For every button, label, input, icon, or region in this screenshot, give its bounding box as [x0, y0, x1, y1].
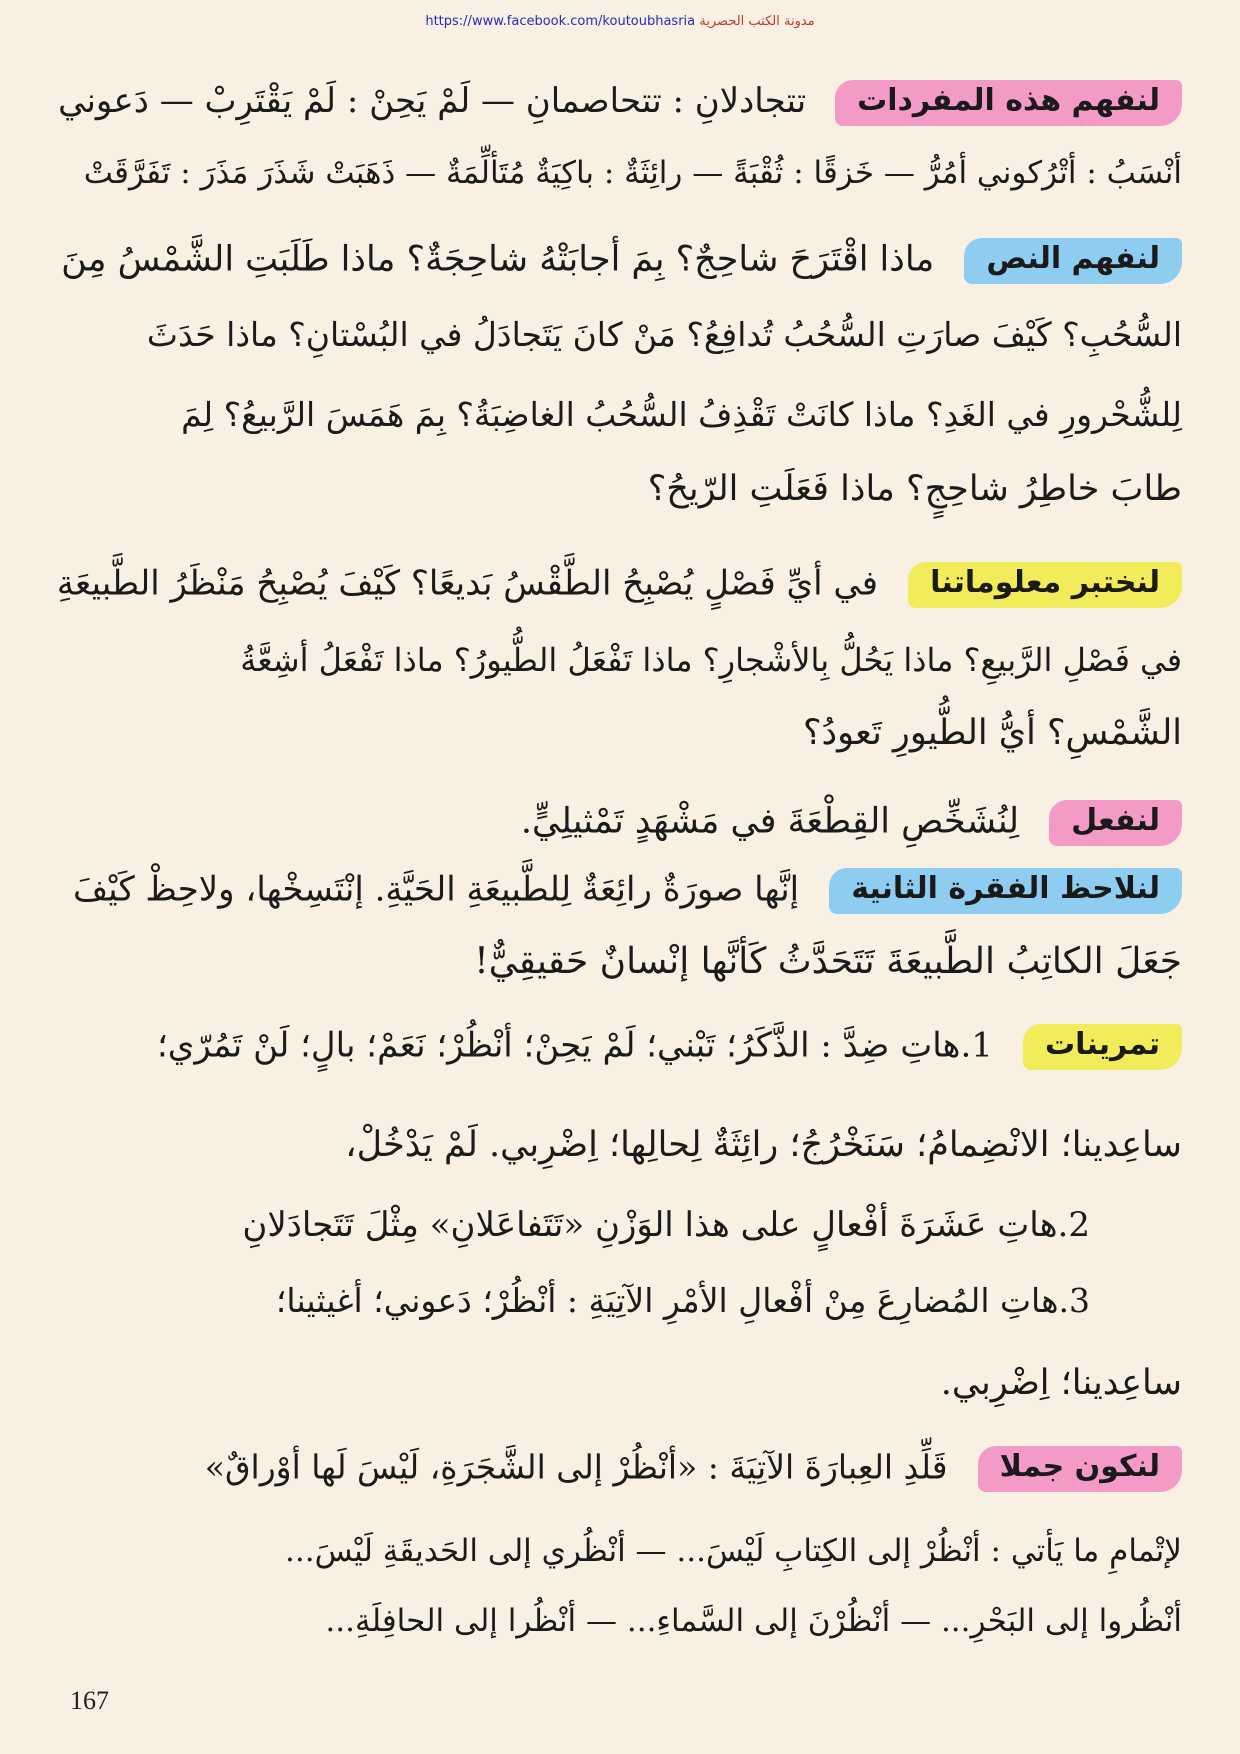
- exercises-line-3: [58, 1205, 1090, 1245]
- test-line-1: [58, 562, 1182, 608]
- page-number: 167: [70, 1686, 109, 1715]
- text-question-4: طابَ خاطِرُ شاحِجٍ؟ ماذا فَعَلَتِ الرّيحُ؟: [647, 469, 1182, 509]
- text-question-1: ماذا اقْتَرَحَ شاحِجٌ؟ بِمَ أجابَتْهُ شاحِجَةٌ؟ ماذا طَلَبَتِ الشَّمْسُ مِنَ: [61, 239, 935, 280]
- exercise-3-continued: ساعِدينا؛ اِضْرِبي.: [940, 1363, 1182, 1403]
- act-line-1: [58, 800, 1182, 846]
- text-line-4: [58, 469, 1182, 509]
- test-line-2: [58, 641, 1182, 679]
- exercises-line-5: [58, 1363, 1182, 1403]
- sentences-text-2: لإتْمامِ ما يَأتي : أنْظُرْ إلى الكِتابِ لَيْسَ... — أنْظُري إلى الحَديقَةِ لَيْسَ...: [285, 1533, 1182, 1569]
- notice-section-label: لنلاحظ الفقرة الثانية: [829, 868, 1182, 914]
- sentences-line-3: [58, 1603, 1182, 1639]
- test-question-2: في فَصْلِ الرَّبيعِ؟ ماذا يَحُلُّ بِالأشْجارِ؟ ماذا تَفْعَلُ الطُّيورُ؟ ماذا تَفْعَلُ أشِعَّةُ: [240, 641, 1182, 679]
- exercise-3-text: 3.هاتِ المُضارِعَ مِنْ أفْعالِ الأمْرِ الآتِيَةِ : أنْظُرْ؛ دَعوني؛ أغيثينا؛: [275, 1281, 1090, 1320]
- sentences-text-1: قَلِّدِ العِبارَةَ الآتِيَةَ : «أنْظُرْ إلى الشَّجَرَةِ، لَيْسَ لَها أوْراقٌ»: [204, 1447, 948, 1487]
- notice-line-1: [58, 868, 1182, 914]
- vocab-text-1: تتجادلانِ : تتحاصمانِ — لَمْ يَحِنْ : لَمْ يَقْتَرِبْ — دَعوني: [58, 81, 807, 121]
- act-text-1: لِنُشَخِّصِ القِطْعَةَ في مَشْهَدٍ تَمْثيلِيٍّ.: [520, 801, 1020, 842]
- exercise-1-text: 1.هاتِ ضِدَّ : الذَّكَرُ؛ تَبْني؛ لَمْ يَحِنْ؛ أنْظُرْ؛ نَعَمْ؛ بالٍ؛ لَنْ تَمُرّي؛: [156, 1025, 993, 1066]
- exercises-line-4: [58, 1281, 1090, 1320]
- text-question-3: لِلشُّحْرورِ في الغَدِ؟ ماذا كانَتْ تَقْذِفُ السُّحُبُ الغاضِبَةُ؟ بِمَ هَمَسَ الرَّبيعُ؟ لِمَ: [181, 395, 1182, 434]
- sentences-line-1: [58, 1446, 1182, 1492]
- notice-text-1: إنَّها صورَةٌ رائِعَةٌ لِلطَّبيعَةِ الحَيَّةِ. إنْتَسِخْها، ولاحِظْ كَيْفَ: [72, 869, 800, 910]
- text-line-3: [58, 395, 1182, 434]
- test-section-label: لنختبر معلوماتنا: [908, 562, 1182, 608]
- header-watermark[interactable]: [0, 14, 1240, 29]
- vocab-line-1: [58, 80, 1182, 126]
- blog-name: مدونة الكتب الحصرية: [699, 14, 815, 29]
- vocab-section-label: لنفهم هذه المفردات: [835, 80, 1182, 126]
- facebook-url[interactable]: https://www.facebook.com/koutoubhasria: [425, 14, 696, 29]
- sentences-section-label: لنكون جملا: [978, 1446, 1182, 1492]
- text-line-2: [58, 315, 1182, 354]
- exercises-line-2: [58, 1125, 1182, 1165]
- exercises-line-1: [58, 1024, 1182, 1070]
- text-line-1: [58, 238, 1182, 284]
- notice-line-2: [58, 941, 1182, 982]
- text-section-label: لنفهم النص: [964, 238, 1182, 284]
- sentences-line-2: [58, 1533, 1182, 1569]
- test-line-3: [58, 713, 1182, 753]
- exercise-2-text: 2.هاتِ عَشَرَةَ أفْعالٍ على هذا الوَزْنِ «تَتَفاعَلانِ» مِثْلَ تَتَجادَلانِ: [242, 1205, 1090, 1245]
- vocab-text-2: أنْسَبُ : أتْرُكوني أمُرُّ — خَزقًا : ثُقْبَةً — رائِثَةٌ : باكِيَةٌ مُتَألِّمَةٌ — ذَهَبَتْ شَذَرَ مَذَرَ : تَفَرَّقَتْ: [83, 155, 1182, 191]
- text-question-2: السُّحُبِ؟ كَيْفَ صارَتِ السُّحُبُ تُدافِعُ؟ مَنْ كانَ يَتَجادَلُ في البُسْتانِ؟ ماذا حَدَثَ: [146, 315, 1182, 354]
- exercises-section-label: تمرينات: [1023, 1024, 1182, 1070]
- test-question-3: الشَّمْسِ؟ أيُّ الطُّيورِ تَعودُ؟: [802, 713, 1182, 753]
- act-section-label: لنفعل: [1049, 800, 1182, 846]
- notice-text-2: جَعَلَ الكاتِبُ الطَّبيعَةَ تَتَحَدَّثُ كَأنَّها إنْسانٌ حَقيقِيٌّ!: [474, 941, 1182, 982]
- sentences-text-3: أنْظُروا إلى البَحْرِ... — أنْظُرْنَ إلى السَّماءِ... — أنْظُرا إلى الحافِلَةِ...: [325, 1603, 1182, 1639]
- test-question-1: في أيِّ فَصْلٍ يُصْبِحُ الطَّقْسُ بَديعًا؟ كَيْفَ يُصْبِحُ مَنْظَرُ الطَّبيعَةِ: [56, 563, 878, 604]
- exercise-1-continued: ساعِدينا؛ الانْضِمامُ؛ سَنَخْرُجُ؛ رائِثَةٌ لِحالِها؛ اِضْرِبي. لَمْ يَدْخُلْ،: [345, 1125, 1182, 1165]
- vocab-line-2: [58, 155, 1182, 191]
